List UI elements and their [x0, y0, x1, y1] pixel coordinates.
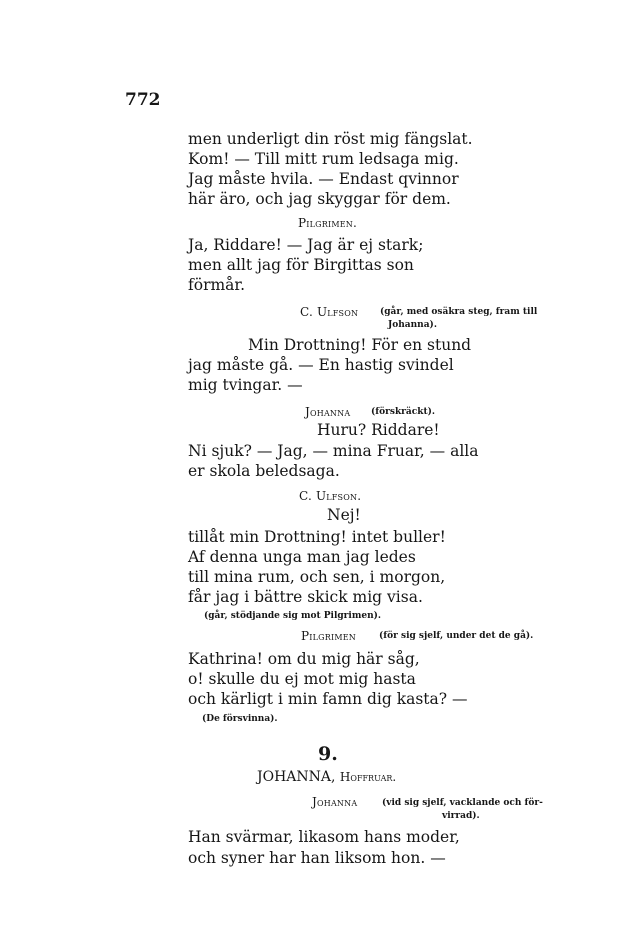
- stage-direction: (De försvinna).: [202, 714, 278, 724]
- verse-line: till mina rum, och sen, i morgon,: [188, 568, 446, 586]
- verse-line: Min Drottning! För en stund: [248, 336, 472, 354]
- speaker-ulfson: C. Ulfson.: [299, 489, 362, 503]
- stage-direction: virrad).: [442, 811, 480, 821]
- verse-line: Jag måste hvila. — Endast qvinnor: [188, 170, 459, 188]
- scene-character-hoffruar: Hoffruar.: [339, 770, 397, 784]
- verse-line: Ni sjuk? — Jag, — mina Fruar, — alla: [188, 442, 479, 460]
- verse-line: och syner har han liksom hon. —: [188, 849, 446, 867]
- verse-line: jag måste gå. — En hastig svindel: [188, 356, 454, 374]
- verse-line: o! skulle du ej mot mig hasta: [188, 670, 416, 688]
- verse-line: Han svärmar, likasom hans moder,: [188, 828, 460, 846]
- verse-line: Kathrina! om du mig här såg,: [188, 650, 420, 668]
- stage-direction: (förskräckt).: [371, 407, 436, 417]
- verse-line: Kom! — Till mitt rum ledsaga mig.: [188, 150, 459, 168]
- verse-line: Nej!: [327, 506, 361, 524]
- speaker-ulfson: C. Ulfson: [300, 305, 359, 319]
- stage-direction: (för sig sjelf, under det de gå).: [379, 631, 534, 641]
- verse-line: här äro, och jag skyggar för dem.: [188, 190, 451, 208]
- verse-line: mig tvingar. —: [188, 376, 303, 394]
- page-number: 772: [125, 90, 161, 110]
- verse-line: och kärligt i min famn dig kasta? —: [188, 690, 468, 708]
- speaker-johanna: Johanna: [312, 795, 358, 809]
- verse-line: förmår.: [188, 276, 246, 294]
- stage-direction: Johanna).: [388, 320, 437, 330]
- verse-line: tillåt min Drottning! intet buller!: [188, 528, 446, 546]
- verse-line: er skola beledsaga.: [188, 462, 340, 480]
- verse-line: Ja, Riddare! — Jag är ej stark;: [188, 236, 424, 254]
- verse-line: Af denna unga man jag ledes: [188, 548, 416, 566]
- verse-line: får jag i bättre skick mig visa.: [188, 588, 423, 606]
- scene-number: 9.: [318, 743, 338, 765]
- verse-line: men underligt din röst mig fängslat.: [188, 130, 473, 148]
- speaker-johanna: Johanna: [305, 405, 351, 419]
- stage-direction: (vid sig sjelf, vacklande och för-: [382, 798, 543, 808]
- stage-direction: (går, stödjande sig mot Pilgrimen).: [204, 611, 382, 621]
- speaker-pilgrimen: Pilgrimen: [301, 629, 356, 643]
- verse-line: Huru? Riddare!: [317, 421, 440, 439]
- scene-characters: [257, 770, 396, 784]
- stage-direction: (går, med osäkra steg, fram till: [380, 307, 538, 317]
- scene-character-johanna: JOHANNA,: [257, 769, 340, 785]
- verse-line: men allt jag för Birgittas son: [188, 256, 414, 274]
- speaker-pilgrimen: Pilgrimen.: [298, 216, 357, 230]
